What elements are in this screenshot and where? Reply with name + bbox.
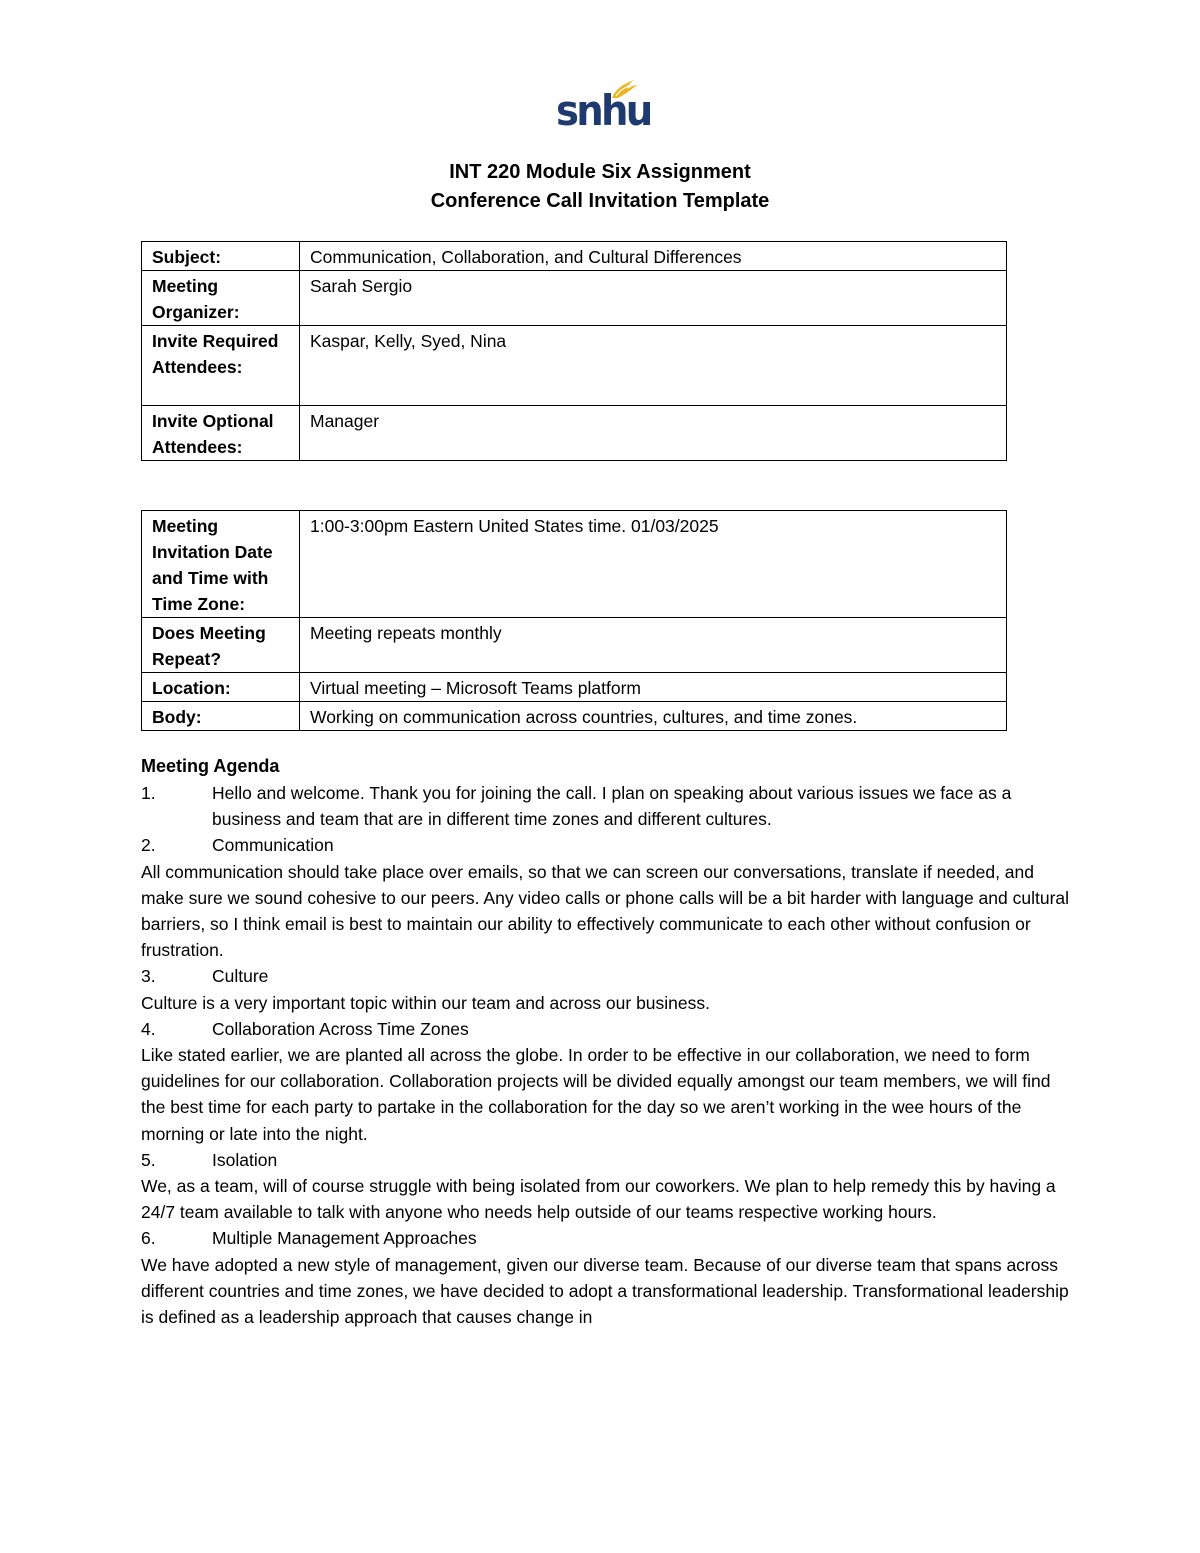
agenda-item-body: We have adopted a new style of management, given our diverse team. Because of our diverse team that spans across different countries and time zones, we have decided to adopt a transformational leadership. Transformational leadership is defined as a leadership approach that causes change in [141,1254,1069,1328]
agenda-item-title: Multiple Management Approaches [212,1228,477,1249]
agenda-item-title: Hello and welcome. Thank you for joining the call. I plan on speaking about various issues we face as a business and team that are in different time zones and different cultures. [212,783,1012,830]
agenda-item-title: Isolation [212,1149,278,1170]
repeat-label: Does Meeting Repeat? [142,618,300,673]
agenda-item-number: 1. [141,783,156,803]
required-attendees-label: Invite Required Attendees: [142,326,300,406]
optional-attendees-value: Manager [300,406,1007,461]
table-row [142,673,1007,702]
meeting-agenda [141,752,1071,1330]
logo-text: snhu [556,86,651,135]
document-title [0,158,1200,216]
table-row [142,406,1007,461]
title-line-2: Conference Call Invitation Template [430,190,770,212]
agenda-item-title: Collaboration Across Time Zones [212,1018,469,1039]
table-row [142,271,1007,326]
table-row [142,326,1007,406]
required-attendees-value: Kaspar, Kelly, Syed, Nina [300,326,1007,406]
agenda-item-body: All communication should take place over emails, so that we can screen our conversations, translate if needed, and make sure we sound cohesive to our peers. Any video calls or phone calls will be a bit harder with language and cultural barriers, so I think email is best to maintain our ability to effectively communicate to each other without confusion or frustration. [141,861,1070,961]
body-label: Body: [142,702,300,731]
agenda-item-number: 3. [141,966,156,987]
table-row [142,702,1007,731]
agenda-item-body: Like stated earlier, we are planted all across the globe. In order to be effective in our collaboration, we need to form guidelines for our collaboration. Collaboration projects will be divided equally amongst our team members, we will find the best time for each party to partake in the collaboration for the day so we aren’t working in the wee hours of the morning or late into the night. [141,1045,1051,1144]
agenda-item [141,832,1071,858]
body-value: Working on communication across countries, cultures, and time zones. [300,702,1007,731]
date-time-value: 1:00-3:00pm Eastern United States time. 01/03/2025 [300,511,1007,618]
agenda-item-number: 4. [141,1018,156,1039]
meeting-schedule-table [141,510,1007,731]
agenda-item [141,963,1071,989]
subject-value: Communication, Collaboration, and Cultural Differences [300,242,1007,271]
subject-label: Subject: [142,242,300,271]
agenda-item-body: Culture is a very important topic within our team and across our business. [141,992,711,1013]
table-row [142,511,1007,618]
date-time-label: Meeting Invitation Date and Time with Time Zone: [142,511,300,618]
agenda-item-number: 2. [141,835,156,856]
snhu-logo [556,74,651,135]
agenda-item [141,1225,1071,1251]
repeat-value: Meeting repeats monthly [300,618,1007,673]
location-value: Virtual meeting – Microsoft Teams platform [300,673,1007,702]
agenda-heading: Meeting Agenda [141,756,280,776]
table-row [142,618,1007,673]
agenda-item [141,780,1071,832]
agenda-item-body: We, as a team, will of course struggle with being isolated from our coworkers. We plan to help remedy this by having a 24/7 team available to talk with anyone who needs help outside of our teams respective working hours. [141,1176,1056,1223]
invitation-details-table [141,241,1007,461]
location-label: Location: [142,673,300,702]
agenda-item [141,1016,1071,1042]
agenda-item-number: 6. [141,1228,156,1249]
agenda-item [141,1147,1071,1173]
agenda-item-title: Communication [212,835,334,856]
organizer-value: Sarah Sergio [300,271,1007,326]
agenda-item-number: 5. [141,1149,156,1170]
optional-attendees-label: Invite Optional Attendees: [142,406,300,461]
table-row [142,242,1007,271]
agenda-item-title: Culture [212,966,269,987]
organizer-label: Meeting Organizer: [142,271,300,326]
title-line-1: INT 220 Module Six Assignment [449,161,751,183]
